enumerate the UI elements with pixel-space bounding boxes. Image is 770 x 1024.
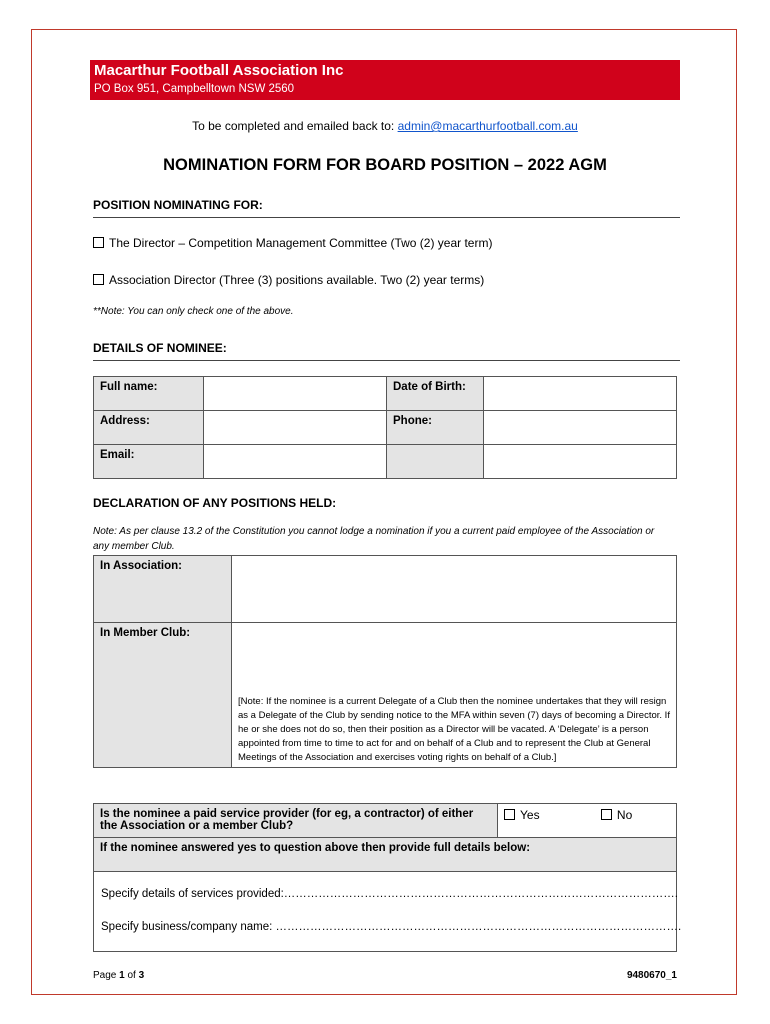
checkbox[interactable] (601, 809, 612, 820)
checkbox[interactable] (504, 809, 515, 820)
service-details-area[interactable] (94, 872, 677, 952)
business-name-line[interactable]: Specify business/company name: ……………………………………………………………………………………………. (101, 921, 682, 933)
checkbox[interactable] (93, 274, 104, 285)
services-details-line[interactable]: Specify details of services provided:…………………………………………………………………………………………. (101, 888, 679, 900)
phone-field[interactable] (484, 411, 677, 445)
service-question: Is the nominee a paid service provider (for eg, a contractor) of either the Association or a member Club? (94, 804, 498, 838)
empty-field-cell (484, 445, 677, 479)
nominee-heading: DETAILS OF NOMINEE: (93, 341, 680, 361)
header-banner (90, 60, 680, 100)
checkbox[interactable] (93, 237, 104, 248)
option-label: Association Director (Three (3) positions available. Two (2) year terms) (109, 273, 485, 287)
option-label: The Director – Competition Management Committee (Two (2) year term) (109, 236, 493, 250)
option-association-director[interactable] (93, 273, 484, 287)
position-heading: POSITION NOMINATING FOR: (93, 198, 680, 218)
page-of: of (124, 970, 139, 981)
declaration-heading: DECLARATION OF ANY POSITIONS HELD: (93, 496, 337, 510)
yes-option[interactable] (504, 808, 540, 822)
no-label: No (616, 808, 633, 822)
position-note: **Note: You can only check one of the above. (93, 306, 294, 317)
document-id: 9480670_1 (626, 970, 677, 981)
address-field[interactable] (204, 411, 387, 445)
phone-label: Phone: (387, 411, 484, 445)
service-answer (498, 804, 677, 838)
in-member-club-label: In Member Club: (94, 623, 232, 768)
in-member-club-field[interactable] (232, 623, 677, 768)
full-name-label: Full name: (94, 377, 204, 411)
page-prefix: Page (93, 970, 120, 981)
page-title: NOMINATION FORM FOR BOARD POSITION – 2022 AGM (163, 156, 607, 174)
declaration-table (93, 555, 677, 768)
full-name-field[interactable] (204, 377, 387, 411)
email-link[interactable]: admin@macarthurfootball.com.au (397, 119, 578, 133)
page-current: 1 (119, 970, 125, 981)
followup-prompt: If the nominee answered yes to question above then provide full details below: (94, 838, 677, 872)
declaration-note: Note: As per clause 13.2 of the Constitution you cannot lodge a nomination if you a current paid employee of the Association or any member Club. (93, 526, 655, 552)
nominee-table (93, 376, 677, 479)
page-number (93, 970, 144, 981)
yes-label: Yes (520, 808, 540, 822)
delegate-note: [Note: If the nominee is a current Delegate of a Club then the nominee undertakes that they will resign as a Delegate of the Club by sending notice to the MFA within seven (7) days of becoming a Director. If he or she does not do so, then their position as a Director will be vacated. A ‘Delegate’ is a person appointed from time to time to act for and on behalf of a Club and to represent the Club at General Meetings of the Association and exercises voting rights on behalf of a Club.] (238, 696, 670, 763)
in-association-field[interactable] (232, 556, 677, 623)
email-instruction (0, 119, 770, 133)
dob-field[interactable] (484, 377, 677, 411)
no-option[interactable] (601, 808, 632, 822)
address-label: Address: (94, 411, 204, 445)
org-address: PO Box 951, Campbelltown NSW 2560 (94, 83, 295, 95)
in-association-label: In Association: (94, 556, 232, 623)
option-competition-director[interactable] (93, 236, 492, 250)
email-field[interactable] (204, 445, 387, 479)
dob-label: Date of Birth: (387, 377, 484, 411)
email-label: Email: (94, 445, 204, 479)
email-prefix: To be completed and emailed back to: (192, 119, 398, 133)
empty-label-cell (387, 445, 484, 479)
org-name: Macarthur Football Association Inc (94, 62, 344, 79)
page-total: 3 (138, 970, 145, 981)
